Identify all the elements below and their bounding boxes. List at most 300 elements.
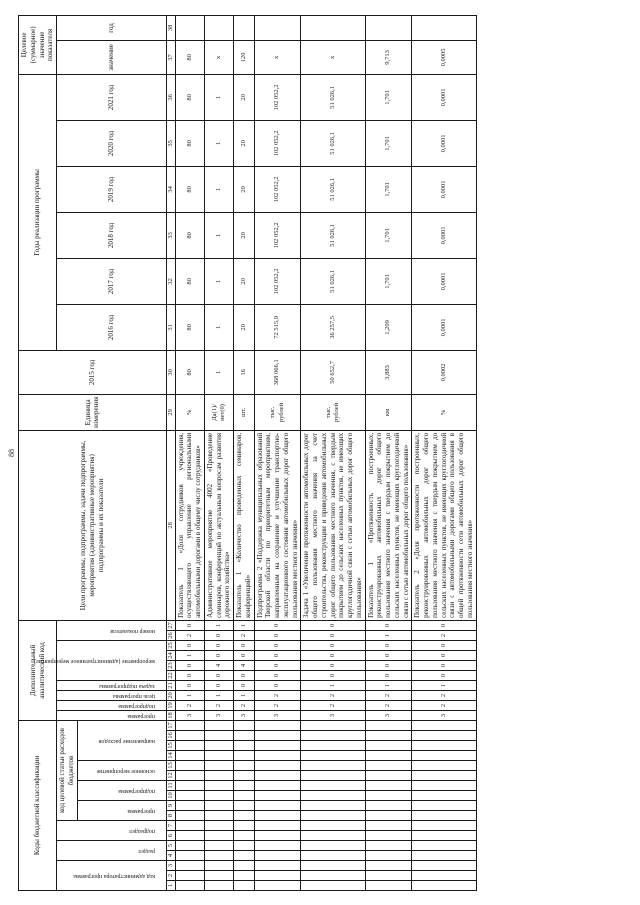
unit-cell: % <box>175 394 204 430</box>
year-value-cell: 51 026,1 <box>301 212 365 258</box>
year-value-cell: 20 <box>234 74 255 120</box>
budget-code-cell <box>175 841 204 851</box>
value-2015-cell: 3,883 <box>365 350 412 394</box>
budget-code-cell <box>365 731 412 741</box>
extra-code-cell: 2 <box>412 690 476 700</box>
column-number: 21 <box>166 682 174 689</box>
budget-code-cell <box>254 741 301 751</box>
year-2020-header: 2020 год <box>57 120 167 166</box>
budget-code-cell <box>365 871 412 881</box>
budget-code-cell <box>175 871 204 881</box>
extra-code-cell: 4 <box>234 660 255 670</box>
column-number: 23 <box>166 662 174 669</box>
target-item-header: код целевой статьи расходов бюджетов <box>57 720 78 820</box>
extra-goal-header: цель программы <box>57 690 167 700</box>
ti-subprogram-header: подпрограмма <box>77 781 166 801</box>
budget-code-cell <box>301 751 365 761</box>
year-value-cell: 51 026,1 <box>301 258 365 304</box>
year-value-cell: 0,0001 <box>412 258 476 304</box>
budget-code-cell <box>301 771 365 781</box>
extra-code-cell: 3 <box>301 710 365 720</box>
budget-code-cell <box>175 720 204 730</box>
target-value-cell: 9,713 <box>365 40 412 74</box>
budget-code-cell <box>204 761 233 771</box>
extra-code-cell: 0 <box>204 630 233 640</box>
budget-code-cell <box>204 831 233 841</box>
column-number: 32 <box>166 258 175 304</box>
year-value-cell: 80 <box>175 74 204 120</box>
extra-code-cell: 0 <box>234 670 255 680</box>
program-indicators-table <box>18 15 477 891</box>
budget-code-cell <box>301 791 365 801</box>
year-value-cell: 1 <box>204 166 233 212</box>
budget-code-cell <box>254 831 301 841</box>
budget-code-cell <box>254 861 301 871</box>
budget-code-cell <box>234 771 255 781</box>
budget-code-cell <box>254 851 301 861</box>
extra-code-cell: 0 <box>412 670 476 680</box>
extra-code-cell: 0 <box>175 640 204 650</box>
target-header: Целевое (суммарное) значение показателя <box>19 15 57 74</box>
subsection-header: подраздел <box>57 821 167 841</box>
extra-code-cell: 2 <box>204 700 233 710</box>
years-header: Годы реализации программы <box>19 74 57 350</box>
extra-code-cell: 1 <box>175 690 204 700</box>
extra-code-cell: 3 <box>412 710 476 720</box>
budget-code-cell <box>365 801 412 811</box>
extra-code-cell: 0 <box>204 680 233 690</box>
unit-cell: Да(1)/нет(0) <box>204 394 233 430</box>
budget-codes-header: Коды бюджетной классификации <box>19 720 57 890</box>
value-2015-cell: 80 <box>175 350 204 394</box>
year-value-cell: 1 <box>204 212 233 258</box>
column-number: 10 <box>166 792 174 799</box>
budget-code-cell <box>412 821 476 831</box>
extra-code-cell: 1 <box>204 690 233 700</box>
column-number: 9 <box>166 801 175 811</box>
extra-code-cell: 2 <box>254 700 301 710</box>
target-value-cell: х <box>301 40 365 74</box>
extra-code-cell: 1 <box>204 620 233 630</box>
year-value-cell: 20 <box>234 212 255 258</box>
ti-main-activity-header: основное мероприятие <box>77 761 166 781</box>
extra-program-header: программа <box>57 710 167 720</box>
budget-code-cell <box>204 801 233 811</box>
extra-subprogram-header: подпрограмма <box>57 700 167 710</box>
extra-code-cell: 4 <box>204 660 233 670</box>
year-value-cell: 20 <box>234 258 255 304</box>
budget-code-cell <box>412 851 476 861</box>
extra-code-cell: 2 <box>365 700 412 710</box>
budget-code-cell <box>254 720 301 730</box>
year-value-cell: 1,701 <box>365 258 412 304</box>
extra-code-cell: 1 <box>175 650 204 660</box>
budget-code-cell <box>365 881 412 891</box>
year-value-cell: 1 <box>204 258 233 304</box>
budget-code-cell <box>175 831 204 841</box>
budget-code-cell <box>301 801 365 811</box>
budget-code-cell <box>204 851 233 861</box>
extra-code-cell: 0 <box>301 620 365 630</box>
value-2015-cell: 0,0002 <box>412 350 476 394</box>
year-value-cell: 1,701 <box>365 212 412 258</box>
goals-header: Цели программы, подпрограммы, задачи подпрограммы, мероприятия (административные мероприятия) подпрограммы и их показатели <box>19 430 167 620</box>
column-number: 13 <box>166 762 174 769</box>
unit-cell: шт. <box>234 394 255 430</box>
budget-code-cell <box>365 761 412 771</box>
year-value-cell: 20 <box>234 166 255 212</box>
extra-code-cell: 0 <box>365 650 412 660</box>
budget-code-cell <box>204 731 233 741</box>
column-number: 3 <box>166 861 175 871</box>
column-number: 33 <box>166 212 175 258</box>
budget-code-cell <box>254 881 301 891</box>
column-number: 37 <box>166 40 175 74</box>
year-value-cell: 1,701 <box>365 166 412 212</box>
budget-code-cell <box>412 881 476 891</box>
extra-code-cell: 0 <box>365 620 412 630</box>
budget-code-cell <box>254 731 301 741</box>
unit-cell: тыс. рублей <box>254 394 301 430</box>
extra-code-cell: 0 <box>412 660 476 670</box>
budget-code-cell <box>204 751 233 761</box>
unit-cell: км <box>365 394 412 430</box>
budget-code-cell <box>254 781 301 791</box>
column-number: 7 <box>166 821 175 831</box>
target-year-cell <box>204 15 233 40</box>
budget-code-cell <box>365 841 412 851</box>
year-value-cell: 72 515,9 <box>254 304 301 350</box>
year-value-cell: 80 <box>175 166 204 212</box>
budget-code-cell <box>234 720 255 730</box>
extra-code-cell: 0 <box>204 650 233 660</box>
budget-code-cell <box>301 831 365 841</box>
budget-code-cell <box>365 741 412 751</box>
budget-code-cell <box>204 720 233 730</box>
budget-code-cell <box>234 761 255 771</box>
column-number: 16 <box>166 732 174 739</box>
extra-code-cell: 2 <box>412 630 476 640</box>
extra-code-cell: 0 <box>301 670 365 680</box>
extra-code-cell: 2 <box>234 630 255 640</box>
budget-code-cell <box>365 861 412 871</box>
budget-code-cell <box>365 751 412 761</box>
budget-code-cell <box>365 831 412 841</box>
target-year-cell <box>301 15 365 40</box>
extra-code-cell: 2 <box>365 690 412 700</box>
budget-code-cell <box>204 881 233 891</box>
budget-code-cell <box>301 851 365 861</box>
table-row <box>412 15 476 890</box>
year-value-cell: 102 052,2 <box>254 258 301 304</box>
column-number: 29 <box>166 394 175 430</box>
extra-code-cell: 1 <box>234 690 255 700</box>
page-number: 88 <box>7 449 16 457</box>
extra-code-cell: 2 <box>175 700 204 710</box>
extra-code-cell: 0 <box>412 620 476 630</box>
budget-code-cell <box>234 841 255 851</box>
ti-direction-header: направление расходов <box>77 720 166 760</box>
extra-code-cell: 2 <box>254 690 301 700</box>
year-value-cell: 102 052,2 <box>254 212 301 258</box>
year-value-cell: 80 <box>175 120 204 166</box>
budget-code-cell <box>301 841 365 851</box>
year-value-cell: 102 052,2 <box>254 74 301 120</box>
budget-code-cell <box>365 791 412 801</box>
year-2019-header: 2019 год <box>57 166 167 212</box>
indicator-name-cell: Показатель 1 «Доля сотрудников учреждения, осуществляющего управление региональными автомобильными дорогами в общему числу сотрудников» <box>175 430 204 620</box>
target-year-header: год <box>57 15 167 40</box>
ti-program-header: программа <box>77 801 166 821</box>
budget-code-cell <box>234 791 255 801</box>
value-2015-cell: 368 066,1 <box>254 350 301 394</box>
budget-code-cell <box>234 811 255 821</box>
budget-code-cell <box>175 811 204 821</box>
extra-code-cell: 3 <box>234 710 255 720</box>
year-value-cell: 36 257,5 <box>301 304 365 350</box>
extra-code-cell: 2 <box>301 690 365 700</box>
budget-code-cell <box>254 791 301 801</box>
extra-code-cell: 2 <box>175 630 204 640</box>
budget-code-cell <box>412 831 476 841</box>
extra-code-cell: 2 <box>301 700 365 710</box>
budget-code-cell <box>204 741 233 751</box>
extra-code-cell: 0 <box>204 670 233 680</box>
year-value-cell: 51 026,1 <box>301 120 365 166</box>
target-year-cell <box>254 15 301 40</box>
budget-code-cell <box>254 801 301 811</box>
budget-code-cell <box>365 781 412 791</box>
budget-code-cell <box>412 791 476 801</box>
budget-code-cell <box>234 801 255 811</box>
budget-code-cell <box>254 841 301 851</box>
extra-code-cell: 1 <box>365 680 412 690</box>
unit-cell: % <box>412 394 476 430</box>
year-value-cell: 0,0001 <box>412 74 476 120</box>
admin-code-header: код администратора программы <box>57 861 167 891</box>
target-year-cell <box>234 15 255 40</box>
table-row <box>301 15 365 890</box>
budget-code-cell <box>412 871 476 881</box>
budget-code-cell <box>412 861 476 871</box>
column-number: 14 <box>166 752 174 759</box>
column-number: 26 <box>166 632 174 639</box>
extra-code-cell: 0 <box>175 620 204 630</box>
extra-code-cell: 0 <box>234 650 255 660</box>
extra-code-cell: 1 <box>365 630 412 640</box>
budget-code-cell <box>301 861 365 871</box>
budget-code-cell <box>175 741 204 751</box>
year-value-cell: 80 <box>175 304 204 350</box>
budget-code-cell <box>412 841 476 851</box>
budget-code-cell <box>204 771 233 781</box>
budget-code-cell <box>175 861 204 871</box>
target-value-cell: х <box>254 40 301 74</box>
column-number: 31 <box>166 304 175 350</box>
column-number: 25 <box>166 642 174 649</box>
extra-code-cell: 0 <box>254 660 301 670</box>
year-value-cell: 0,0001 <box>412 304 476 350</box>
budget-code-cell <box>412 761 476 771</box>
budget-code-cell <box>204 791 233 801</box>
budget-code-cell <box>175 731 204 741</box>
budget-code-cell <box>365 771 412 781</box>
budget-code-cell <box>204 781 233 791</box>
extra-code-cell: 0 <box>175 660 204 670</box>
budget-code-cell <box>175 781 204 791</box>
column-number: 30 <box>166 350 175 394</box>
extra-code-cell: 3 <box>365 710 412 720</box>
budget-code-cell <box>204 841 233 851</box>
extra-code-cell: 1 <box>301 680 365 690</box>
budget-code-cell <box>204 861 233 871</box>
year-value-cell: 0,0001 <box>412 212 476 258</box>
budget-code-cell <box>412 741 476 751</box>
target-value-cell: 0,0005 <box>412 40 476 74</box>
column-number: 36 <box>166 74 175 120</box>
year-value-cell: 1 <box>204 120 233 166</box>
extra-code-cell: 2 <box>234 700 255 710</box>
budget-code-cell <box>301 720 365 730</box>
indicator-name-cell: Задача 1 «Увеличение протяженности автомобильных дорог общего пользования местного значения за счет строительства, реконструкции и приведения автомобильных дорог общего пользования местного значения, с твердым покрытием до сельских населенных пунктов, не имеющих круглогодичной связи с сетью автомобильных дорог общего пользования» <box>301 430 365 620</box>
year-value-cell: 102 052,2 <box>254 120 301 166</box>
extra-indicator-header: номер показателя <box>57 620 167 640</box>
budget-code-cell <box>204 871 233 881</box>
budget-code-cell <box>301 871 365 881</box>
budget-code-cell <box>412 781 476 791</box>
column-number: 35 <box>166 120 175 166</box>
extra-code-cell: 0 <box>365 640 412 650</box>
year-value-cell: 1,209 <box>365 304 412 350</box>
extra-codes-header: Дополнительный аналитический код <box>19 620 57 720</box>
extra-code-cell: 0 <box>175 680 204 690</box>
budget-code-cell <box>175 791 204 801</box>
budget-code-cell <box>301 731 365 741</box>
indicator-name-cell: Показатель 1 «Количество проведенных семинаров, конференций» <box>234 430 255 620</box>
year-2018-header: 2018 год <box>57 212 167 258</box>
year-value-cell: 20 <box>234 120 255 166</box>
column-number: 28 <box>166 430 175 620</box>
budget-code-cell <box>301 821 365 831</box>
column-number: 17 <box>166 722 174 729</box>
budget-code-cell <box>412 751 476 761</box>
budget-code-cell <box>204 811 233 821</box>
unit-header: Единица измерения <box>19 394 167 430</box>
column-number: 18 <box>166 712 174 719</box>
indicator-name-cell: Подпрограмма 2 «Поддержка муниципальных образований Тверской области по приоритетным мероприятиям, направленным на сохранение и улучшение транспортно-эксплуатационного состояния автомобильных дорог общего пользования местного значения» <box>254 430 301 620</box>
extra-code-cell: 0 <box>204 640 233 650</box>
extra-code-cell: 2 <box>412 700 476 710</box>
budget-code-cell <box>301 761 365 771</box>
extra-code-cell: 0 <box>254 650 301 660</box>
column-number: 11 <box>166 782 174 789</box>
value-2015-cell: 1 <box>204 350 233 394</box>
column-number: 19 <box>166 702 174 709</box>
year-value-cell: 1,701 <box>365 120 412 166</box>
indicator-name-cell: Показатель 1 «Протяженность построенных, реконструированных автомобильных дорог общего пользования местного значения с твердым покрытием до сельских населенных пунктов, не имеющих круглогодичной связи с сетью автомобильных дорог общего пользования» <box>365 430 412 620</box>
year-value-cell: 1,701 <box>365 74 412 120</box>
year-value-cell: 0,0001 <box>412 166 476 212</box>
extra-code-cell: 0 <box>175 670 204 680</box>
budget-code-cell <box>301 781 365 791</box>
budget-code-cell <box>301 881 365 891</box>
year-value-cell: 102 052,2 <box>254 166 301 212</box>
extra-code-cell: 0 <box>301 650 365 660</box>
column-number: 38 <box>166 15 175 40</box>
column-number: 5 <box>166 841 175 851</box>
column-number: 4 <box>166 851 175 861</box>
unit-cell: тыс. рублей <box>301 394 365 430</box>
table-row <box>204 15 233 890</box>
budget-code-cell <box>412 811 476 821</box>
value-2015-cell: 50 652,7 <box>301 350 365 394</box>
budget-code-cell <box>254 821 301 831</box>
year-value-cell: 1 <box>204 304 233 350</box>
target-year-cell <box>412 15 476 40</box>
budget-code-cell <box>254 751 301 761</box>
column-number-row <box>166 15 175 890</box>
extra-code-cell: 0 <box>254 680 301 690</box>
column-number: 27 <box>166 622 174 629</box>
budget-code-cell <box>175 761 204 771</box>
extra-code-cell: 0 <box>234 680 255 690</box>
extra-code-cell: 3 <box>254 710 301 720</box>
extra-code-cell: 0 <box>254 640 301 650</box>
year-value-cell: 20 <box>234 304 255 350</box>
budget-code-cell <box>175 771 204 781</box>
extra-activity-header: мероприятие (административное мероприятие) <box>57 640 167 680</box>
budget-code-cell <box>234 751 255 761</box>
column-number: 6 <box>166 831 175 841</box>
extra-code-cell: 3 <box>175 710 204 720</box>
extra-task-header: задача подпрограммы <box>57 680 167 690</box>
budget-code-cell <box>175 801 204 811</box>
column-number: 2 <box>166 871 175 881</box>
budget-code-cell <box>301 741 365 751</box>
year-value-cell: 51 026,1 <box>301 74 365 120</box>
budget-code-cell <box>254 811 301 821</box>
budget-code-cell <box>234 741 255 751</box>
year-value-cell: 80 <box>175 212 204 258</box>
budget-code-cell <box>175 751 204 761</box>
value-2015-cell: 16 <box>234 350 255 394</box>
extra-code-cell: 3 <box>204 710 233 720</box>
budget-code-cell <box>234 881 255 891</box>
budget-code-cell <box>234 731 255 741</box>
column-number: 1 <box>166 881 175 891</box>
budget-code-cell <box>254 871 301 881</box>
target-value-cell: 80 <box>175 40 204 74</box>
extra-code-cell: 0 <box>301 660 365 670</box>
extra-code-cell: 1 <box>412 680 476 690</box>
year-2021-header: 2021 год <box>57 74 167 120</box>
table-row <box>365 15 412 890</box>
extra-code-cell: 0 <box>234 640 255 650</box>
budget-code-cell <box>234 781 255 791</box>
budget-code-cell <box>175 851 204 861</box>
indicator-name-cell: Административное мероприятие 4002 «Проведение семинаров, конференций по актуальным вопросам развития дорожного хозяйства» <box>204 430 233 620</box>
extra-code-cell: 0 <box>301 640 365 650</box>
column-number: 15 <box>166 742 174 749</box>
table-row <box>175 15 204 890</box>
budget-code-cell <box>365 720 412 730</box>
year-2017-header: 2017 год <box>57 258 167 304</box>
year-value-cell: 80 <box>175 258 204 304</box>
year-2016-header: 2016 год <box>57 304 167 350</box>
budget-code-cell <box>254 771 301 781</box>
budget-code-cell <box>412 771 476 781</box>
budget-code-cell <box>175 881 204 891</box>
